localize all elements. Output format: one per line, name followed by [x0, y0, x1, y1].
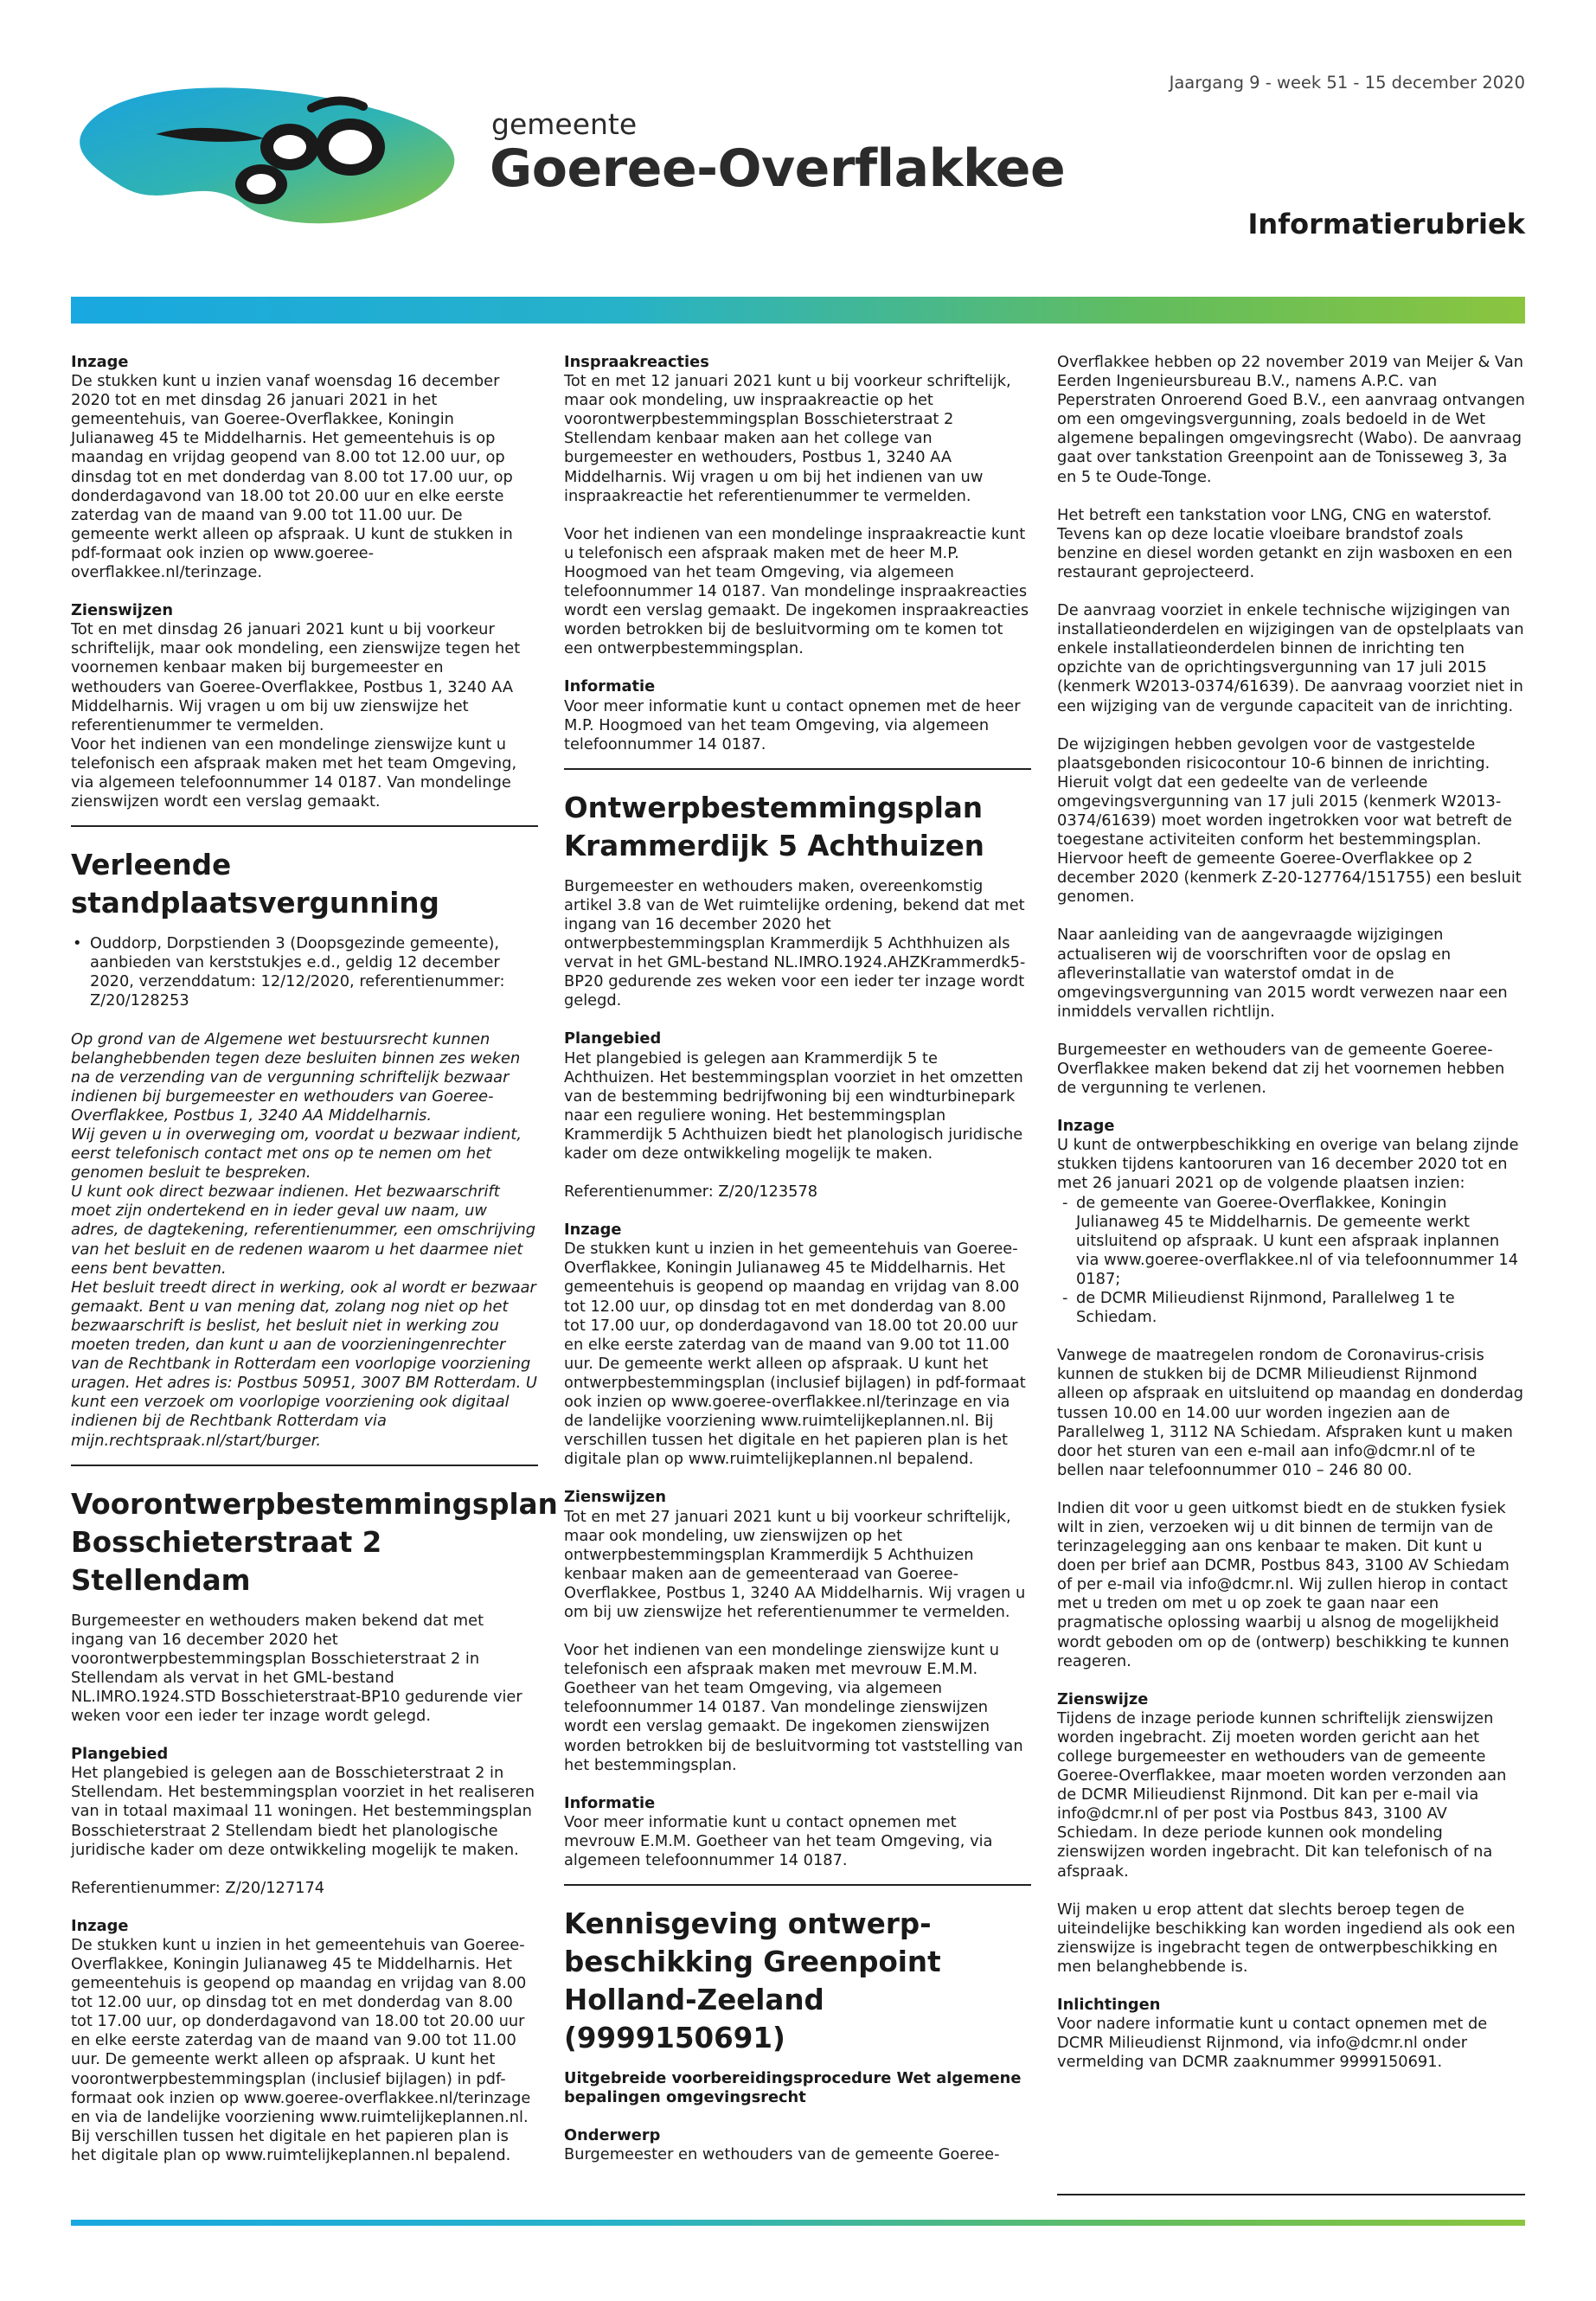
paragraph: De aanvraag voorziet in enkele technische wijzigingen van installatieonderdelen en wijzigingen van de opstelplaats van enkele installatieonderdelen binnen de inrichting ten opzichte van de oprichtingsvergunning van 17 juli 2015 (kenmerk W2013-0374/61639). De aanvraag voorziet niet in een wijziging van de vergunde capaciteit van de inrichting. — [1057, 601, 1524, 715]
subheading: Inzage — [564, 1221, 622, 1240]
issue-info: Jaargang 9 - week 51 - 15 december 2020 — [1169, 73, 1525, 93]
subheading: Zienswijze — [1057, 1689, 1149, 1708]
legal-notice: Op grond van de Algemene wet bestuursrecht kunnen belanghebbenden tegen deze besluiten binnen zes weken na de verzending van de vergunning schriftelijk bezwaar indienen bij burgemeester en wethouders van Goeree-Overflakkee, Postbus 1, 3240 AA Middelharnis. — [71, 1029, 521, 1125]
paragraph: Naar aanleiding van de aangevraagde wijzigingen actualiseren wij de voorschriften voor de opslag en afleverinstallatie van waterstof omdat in de omgevingsvergunning van 2015 wordt verwezen naar een inmiddels vervallen richtlijn. — [1057, 926, 1508, 1021]
subheading: Inzage — [71, 1916, 129, 1935]
subheading: Inzage — [1057, 1117, 1115, 1136]
divider — [564, 1884, 1031, 1886]
footer-band — [71, 2220, 1525, 2226]
paragraph: Tijdens de inzage periode kunnen schriftelijk zienswijzen worden ingebracht. Zij moeten worden gericht aan het college burgemeester en wethouders van de gemeente Goeree-Overflakkee, maar moeten worden verzonden aan de DCMR Milieudienst Rijnmond. Dit kan per e-mail via info@dcmr.nl of per post via Postbus 843, 3100 AV Schiedam. In deze periode kunnen ook mondeling zienswijzen worden ingebracht. Dit kan telefonisch of na afspraak. — [1057, 1708, 1507, 1881]
paragraph: Het plangebied is gelegen aan de Bosschieterstraat 2 in Stellendam. Het bestemmingsplan voorziet in het realiseren van in totaal maximaal 11 woningen. Het bestemmingsplan Bosschieterstraat 2 Stellendam biedt het planologische juridische kader om deze ontwikkeling mogelijk te maken. — [71, 1764, 535, 1859]
paragraph: Tot en met 12 januari 2021 kunt u bij voorkeur schriftelijk, maar ook mondeling, uw inspraakreactie op het voorontwerpbestemmingsplan Bosschieterstraat 2 Stellendam kenbaar maken aan het college van burgemeester en wethouders, Postbus 1, 3240 AA Middelharnis. Wij vragen u om bij het indienen van uw inspraakreactie het referentienummer te vermelden. — [564, 372, 1011, 505]
reference-number: Referentienummer: Z/20/127174 — [71, 1878, 325, 1897]
paragraph: Het betreft een tankstation voor LNG, CNG en waterstof. Tevens kan op deze locatie vloeibare brandstof zoals benzine en diesel worden getankt en zijn wasboxen en een restaurant geprojecteerd. — [1057, 505, 1513, 581]
column-3 — [1057, 353, 1525, 2072]
rubric-title: Informatierubriek — [1247, 208, 1525, 240]
subheading: Zienswijzen — [71, 601, 173, 620]
section-title: Voorontwerpbestemmingsplan Bosschieterstraat 2 Stellendam — [71, 1487, 558, 1597]
paragraph: Voor het indienen van een mondelinge inspraakreactie kunt u telefonisch een afspraak maken met de heer M.P. Hoogmoed van het team Omgeving, via algemeen telefoonnummer 14 0187. Van mondelinge inspraakreacties wordt een verslag gemaakt. De ingekomen inspraakreacties worden betrokken bij de besluitvorming om te komen tot een ontwerpbestemmingsplan. — [564, 524, 1029, 658]
paragraph: Voor het indienen van een mondelinge zienswijze kunt u telefonisch een afspraak maken met mevrouw E.M.M. Goetheer van het team Omgeving, via algemeen telefoonnummer 14 0187. Van mondelinge zienswijzen wordt een verslag gemaakt. De ingekomen zienswijzen worden betrokken bij de besluitvorming tot vaststelling van het bestemmingsplan. — [564, 1641, 1023, 1774]
paragraph: De stukken kunt u inzien in het gemeentehuis van Goeree-Overflakkee, Koningin Julianaweg 45 te Middelharnis. Het gemeentehuis is geopend op maandag en vrijdag van 8.00 tot 12.00 uur, op dinsdag tot en met donderdag van 8.00 tot 17.00 uur, op donderdagavond van 18.00 tot 20.00 uur en elke eerste zaterdag van de maand van 9.00 tot 11.00 uur. De gemeente werkt alleen op afspraak. U kunt het ontwerpbestemmingsplan (inclusief bijlagen) in pdf-formaat ook inzien op www.goeree-overflakkee.nl/terinzage en via de landelijke voorziening www.ruimtelijkeplannen.nl. Bij verschillen tussen het digitale en het papieren plan is het digitale plan op www.ruimtelijkeplannen.nl bepalend. — [564, 1240, 1026, 1469]
subheading: Inlichtingen — [1057, 1996, 1161, 2015]
subheading: Inspraakreacties — [564, 353, 709, 371]
list-item: - de DCMR Milieudienst Rijnmond, Parallelweg 1 te Schiedam. — [1057, 1289, 1525, 1327]
subheading: Plangebied — [564, 1029, 662, 1048]
divider — [71, 1465, 538, 1466]
column-1 — [71, 353, 558, 2165]
org-name: Goeree-Overflakkee — [490, 138, 1066, 199]
paragraph: Tot en met dinsdag 26 januari 2021 kunt u bij voorkeur schriftelijk, maar ook mondeling, een zienswijze tegen het voornemen kenbaar maken bij burgemeester en wethouders van Goeree-Overflakkee, Postbus 1, 3240 AA Middelharnis. Wij vragen u om bij uw zienswijze het referentienummer te vermelden. — [71, 620, 521, 734]
municipality-logo — [69, 74, 502, 247]
paragraph: Het plangebied is gelegen aan Krammerdijk 5 te Achthuizen. Het bestemmingsplan voorziet in het omzetten van de bestemming bedrijfwoning bij een windturbinepark naar een reguliere woning. Het bestemmingsplan Krammerdijk 5 Achthuizen biedt het planologisch juridische kader om deze ontwikkeling mogelijk te maken. — [564, 1048, 1023, 1163]
paragraph: Burgemeester en wethouders maken bekend dat met ingang van 16 december 2020 het voorontwerpbestemmingsplan Bosschieterstraat 2 in Stellendam als vervat in het GML-bestand NL.IMRO.1924.STD Bosschieterstraat-BP10 gedurende vier weken voor een ieder ter inzage wordt gelegd. — [71, 1611, 522, 1726]
reference-number: Referentienummer: Z/20/123578 — [564, 1183, 818, 1202]
column-2 — [564, 353, 1031, 2164]
procedure-subtitle: Uitgebreide voorbereidingsprocedure Wet algemene bepalingen omgevingsrecht — [564, 2069, 1022, 2107]
paragraph: Voor meer informatie kunt u contact opnemen met de heer M.P. Hoogmoed van het team Omgeving, via algemeen telefoonnummer 14 0187. — [564, 696, 1021, 753]
paragraph: Voor nadere informatie kunt u contact opnemen met de DCMR Milieudienst Rijnmond, via info@dcmr.nl onder vermelding van DCMR zaaknummer 9999150691. — [1057, 2015, 1488, 2072]
legal-notice: Wij geven u in overweging om, voordat u bezwaar indient, eerst telefonisch contact met ons op te nemen om het genomen besluit te bespreken. — [71, 1125, 522, 1183]
section-title: Verleende standplaatsvergunning — [71, 849, 439, 920]
paragraph: U kunt de ontwerpbeschikking en overige van belang zijnde stukken tijdens kantooruren van 16 december 2020 tot en met 26 januari 2021 op de volgende plaatsen inzien: — [1057, 1136, 1519, 1193]
dash-list — [1057, 1194, 1525, 1328]
header-band — [71, 297, 1525, 324]
paragraph: Voor meer informatie kunt u contact opnemen met mevrouw E.M.M. Goetheer van het team Omgeving, via algemeen telefoonnummer 14 0187. — [564, 1812, 993, 1869]
org-name-small: gemeente — [491, 107, 638, 141]
section-title: Kennisgeving ontwerp-beschikking Greenpoint Holland-Zeeland (9999150691) — [564, 1907, 941, 2055]
divider — [71, 825, 538, 827]
paragraph: De stukken kunt u inzien vanaf woensdag 16 december 2020 tot en met dinsdag 26 januari 2021 in het gemeentehuis, van Goeree-Overflakkee, Koningin Julianaweg 45 te Middelharnis. Het gemeentehuis is op maandag en vrijdag geopend van 8.00 tot 12.00 uur, op dinsdag tot en met donderdag van 8.00 tot 17.00 uur, op donderdagavond van 18.00 tot 20.00 uur en elke eerste zaterdag van de maand van 9.00 tot 11.00 uur. De gemeente werkt alleen op afspraak. U kunt de stukken in pdf-formaat ook inzien op www.goeree-overflakkee.nl/terinzage. — [71, 372, 513, 582]
paragraph: Wij maken u erop attent dat slechts beroep tegen de uiteindelijke beschikking kan worden ingediend als ook een zienswijze is ingebracht tegen de ontwerpbeschikking en men belanghebbende is. — [1057, 1900, 1516, 1976]
section-title: Ontwerpbestemmingsplan Krammerdijk 5 Achthuizen — [564, 791, 984, 862]
paragraph: Overflakkee hebben op 22 november 2019 van Meijer & Van Eerden Ingenieursbureau B.V., namens A.P.C. van Peperstraten Onroerend Goed B.V., een aanvraag ontvangen om een omgevingsvergunning, zoals bedoeld in de Wet algemene bepalingen omgevingsrecht (Wabo). De aanvraag gaat over tankstation Greenpoint aan de Tonisseweg 3, 3a en 5 te Oude-Tonge. — [1057, 353, 1525, 486]
subheading: Informatie — [564, 677, 656, 696]
divider — [564, 768, 1031, 770]
list-item: • Ouddorp, Dorpstienden 3 (Doopsgezinde gemeente), aanbieden van kerststukjes e.d., geldig 12 december 2020, verzenddatum: 12/12/2020, referentienummer: Z/20/128253 — [71, 934, 538, 1010]
paragraph: Tot en met 27 januari 2021 kunt u bij voorkeur schriftelijk, maar ook mondeling, uw zienswijzen op het ontwerpbestemmingsplan Krammerdijk 5 Achthuizen kenbaar maken aan de gemeenteraad van Goeree-Overflakkee, Postbus 1, 3240 AA Middelharnis. Wij vragen u om bij uw zienswijze het referentienummer te vermelden. — [564, 1507, 1026, 1621]
list-item: - de gemeente van Goeree-Overflakkee, Koningin Julianaweg 45 te Middelharnis. De gemeente werkt uitsluitend op afspraak. U kunt een afspraak inplannen via www.goeree-overflakkee.nl of via telefoonnummer 14 0187; — [1057, 1194, 1525, 1289]
paragraph: Voor het indienen van een mondelinge zienswijze kunt u telefonisch een afspraak maken met het team Omgeving, via algemeen telefoonnummer 14 0187. Van mondelinge zienswijzen wordt een verslag gemaakt. — [71, 734, 517, 811]
bullet-list — [71, 934, 538, 1010]
legal-notice: Het besluit treedt direct in werking, ook al wordt er bezwaar gemaakt. Bent u van mening dat, zolang nog niet op het bezwaarschrift is beslist, het besluit niet in werking zou moeten treden, dan kunt u aan de voorzieningenrechter van de Rechtbank in Rotterdam een voorlopige voorziening uragen. Het adres is: Postbus 50951, 3007 BM Rotterdam. U kunt een verzoek om voorlopige voorziening ook digitaal indienen bij de Rechtbank Rotterdam via mijn.rechtspraak.nl/start/burger. — [71, 1278, 537, 1450]
paragraph: Indien dit voor u geen uitkomst biedt en de stukken fysiek wilt in zien, verzoeken wij u dit binnen de termijn van de terinzagelegging aan ons kenbaar te maken. Dit kunt u doen per brief aan DCMR, Postbus 843, 3100 AV Schiedam of per e-mail via info@dcmr.nl. Wij zullen hierop in contact met u treden om met u op zoek te gaan naar een pragmatische oplossing waarbij u alsnog de mogelijkheid wordt geboden om op de (ontwerp) beschikking te kunnen reageren. — [1057, 1498, 1509, 1670]
paragraph: De stukken kunt u inzien in het gemeentehuis van Goeree-Overflakkee, Koningin Julianaweg 45 te Middelharnis. Het gemeentehuis is geopend op maandag en vrijdag van 8.00 tot 12.00 uur, op dinsdag tot en met donderdag van 8.00 tot 17.00 uur, op donderdagavond van 18.00 tot 20.00 uur en elke eerste zaterdag van de maand van 9.00 tot 11.00 uur. De gemeente werkt alleen op afspraak. U kunt het voorontwerpbestemmingsplan (inclusief bijlagen) in pdf-formaat ook inzien op www.goeree-overflakkee.nl/terinzage en via de landelijke voorziening www.ruimtelijkeplannen.nl. Bij verschillen tussen het digitale en het papieren plan is het digitale plan op www.ruimtelijkeplannen.nl bepalend. — [71, 1935, 531, 2164]
paragraph: De wijzigingen hebben gevolgen voor de vastgestelde plaatsgebonden risicocontour 10-6 binnen de inrichting. Hieruit volgt dat een gedeelte van de verleende omgevingsvergunning van 17 juli 2015 (kenmerk W2013-0374/61639) moet worden ingetrokken voor wat betreft de toegestane activiteiten conform het bestemmingsplan. Hiervoor heeft de gemeente Goeree-Overflakkee op 2 december 2020 (kenmerk Z-20-127764/151755) een besluit genomen. — [1057, 734, 1522, 907]
subheading: Plangebied — [71, 1745, 169, 1764]
subheading: Informatie — [564, 1793, 656, 1812]
divider — [1057, 2194, 1525, 2195]
paragraph: Vanwege de maatregelen rondom de Coronavirus-crisis kunnen de stukken bij de DCMR Milieudienst Rijnmond alleen op afspraak en uitsluitend op maandag en donderdag tussen 10.00 en 14.00 uur worden ingezien aan de Parallelweg 1, 3112 NA Schiedam. Afspraken kunt u maken door het sturen van een e-mail aan info@dcmr.nl of te bellen naar telefoonnummer 010 – 246 80 00. — [1057, 1346, 1524, 1479]
subheading: Zienswijzen — [564, 1488, 666, 1507]
paragraph: Burgemeester en wethouders van de gemeente Goeree-Overflakkee maken bekend dat zij het voornemen hebben de vergunning te verlenen. — [1057, 1040, 1505, 1098]
paragraph: Burgemeester en wethouders van de gemeente Goeree- — [564, 2145, 1000, 2164]
paragraph: Burgemeester en wethouders maken, overeenkomstig artikel 3.8 van de Wet ruimtelijke ordening, bekend dat met ingang van 16 december 2020 het ontwerpbestemmingsplan Krammerdijk 5 Achthhuizen als vervat in het GML-bestand NL.IMRO.1924.AHZKrammerdk5-BP20 gedurende zes weken voor een ieder ter inzage wordt gelegd. — [564, 876, 1026, 1010]
legal-notice: U kunt ook direct bezwaar indienen. Het bezwaarschrift moet zijn ondertekend en in ieder geval uw naam, uw adres, de dagtekening, referentienummer, een omschrijving van het besluit en de redenen waarom u het daarmee niet eens bent bevatten. — [71, 1183, 536, 1278]
subheading: Onderwerp — [564, 2126, 661, 2145]
subheading: Inzage — [71, 353, 129, 371]
